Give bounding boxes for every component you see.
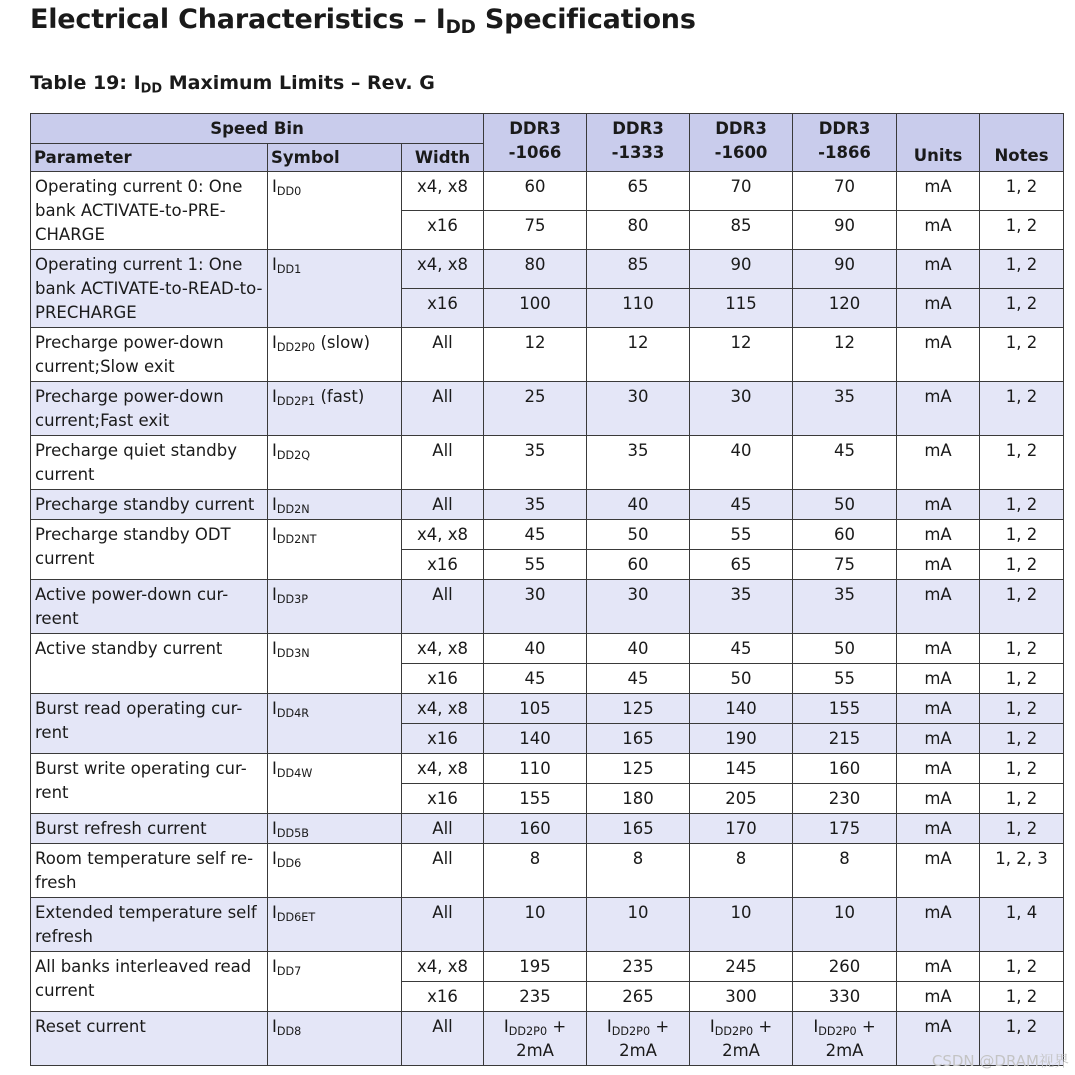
speed-bin-header: Speed Bin	[31, 114, 484, 144]
units-cell: mA	[897, 520, 980, 550]
formula-line-1: $I_{DD2P0}$ +	[606, 1017, 670, 1039]
parameter-cell: Burst write operating cur-rent	[31, 754, 268, 814]
symbol-cell	[268, 436, 402, 490]
value-cell: 90	[793, 250, 897, 289]
symbol-suffix: (slow)	[315, 333, 371, 352]
units-cell: mA	[897, 436, 980, 490]
value-cell: 45	[587, 664, 690, 694]
value-cell: 45	[793, 436, 897, 490]
notes-cell: 1, 2	[980, 664, 1064, 694]
notes-cell: 1, 2	[980, 1012, 1064, 1066]
symbol-subscript: DD4R	[276, 707, 310, 721]
value-cell: 35	[690, 580, 793, 634]
parameter-cell: Reset current	[31, 1012, 268, 1066]
symbol-subscript: DD0	[276, 185, 302, 199]
width-cell: All	[402, 814, 484, 844]
parameter-cell: Precharge standby ODT current	[31, 520, 268, 580]
value-cell: 170	[690, 814, 793, 844]
value-cell: 12	[587, 328, 690, 382]
value-cell: 12	[484, 328, 587, 382]
value-cell: 175	[793, 814, 897, 844]
width-cell: All	[402, 580, 484, 634]
table-row	[31, 952, 1064, 982]
width-cell: All	[402, 328, 484, 382]
notes-cell: 1, 2	[980, 754, 1064, 784]
parameter-header: Parameter	[31, 144, 268, 172]
value-cell: 115	[690, 289, 793, 328]
speed-header-1600: DDR3 -1600	[690, 114, 793, 172]
speed-header-1066: DDR3 -1066	[484, 114, 587, 172]
units-cell: mA	[897, 952, 980, 982]
formula-line-1: $I_{DD2P0}$ +	[709, 1017, 773, 1039]
value-cell: 105	[484, 694, 587, 724]
parameter-cell: Precharge quiet standby current	[31, 436, 268, 490]
value-cell: 65	[587, 172, 690, 211]
value-cell: 165	[587, 724, 690, 754]
units-cell: mA	[897, 844, 980, 898]
value-cell: 60	[587, 550, 690, 580]
value-cell: 85	[690, 211, 793, 250]
page-title: Electrical Characteristics – $I_{DD}$ Specifications	[30, 4, 696, 39]
value-cell: 55	[793, 664, 897, 694]
value-cell: 110	[587, 289, 690, 328]
notes-cell: 1, 2	[980, 490, 1064, 520]
units-cell: mA	[897, 328, 980, 382]
parameter-cell: Precharge standby current	[31, 490, 268, 520]
value-cell: 60	[484, 172, 587, 211]
units-cell: mA	[897, 250, 980, 289]
symbol-letter: I	[272, 387, 277, 406]
value-cell: 12	[690, 328, 793, 382]
symbol-subscript: DD2P1	[276, 395, 316, 409]
table-row	[31, 634, 1064, 664]
units-cell: mA	[897, 724, 980, 754]
units-cell: mA	[897, 634, 980, 664]
value-cell: 35	[587, 436, 690, 490]
symbol-letter: I	[272, 759, 277, 778]
value-cell: 70	[690, 172, 793, 211]
value-cell: 55	[484, 550, 587, 580]
value-cell	[587, 1012, 690, 1066]
symbol-cell	[268, 952, 402, 1012]
table-row	[31, 694, 1064, 724]
width-cell: x16	[402, 211, 484, 250]
formula-line-2: 2mA	[825, 1041, 864, 1060]
notes-cell: 1, 2	[980, 172, 1064, 211]
parameter-cell: Operating current 0: One bank ACTIVATE-to-PRE-CHARGE	[31, 172, 268, 250]
value-cell	[484, 1012, 587, 1066]
parameter-cell: Burst refresh current	[31, 814, 268, 844]
value-cell: 30	[484, 580, 587, 634]
width-cell: All	[402, 436, 484, 490]
parameter-cell: Active power-down cur-reent	[31, 580, 268, 634]
value-cell: 40	[484, 634, 587, 664]
value-cell: 8	[484, 844, 587, 898]
notes-cell: 1, 2	[980, 580, 1064, 634]
table-row	[31, 250, 1064, 289]
symbol-letter: I	[272, 255, 277, 274]
symbol-letter: I	[272, 849, 277, 868]
notes-cell: 1, 2	[980, 328, 1064, 382]
value-cell: 260	[793, 952, 897, 982]
symbol-cell	[268, 814, 402, 844]
notes-cell: 1, 2	[980, 250, 1064, 289]
value-cell: 60	[793, 520, 897, 550]
notes-cell: 1, 2	[980, 382, 1064, 436]
symbol-letter: I	[272, 585, 277, 604]
symbol-letter: I	[272, 495, 277, 514]
symbol-subscript: DD8	[276, 1025, 302, 1039]
value-cell: 30	[587, 580, 690, 634]
units-cell: mA	[897, 898, 980, 952]
table-row	[31, 520, 1064, 550]
symbol-cell	[268, 634, 402, 694]
notes-cell: 1, 2	[980, 436, 1064, 490]
speed-header-1333: DDR3 -1333	[587, 114, 690, 172]
width-cell: x16	[402, 550, 484, 580]
width-cell: x16	[402, 289, 484, 328]
value-cell: 140	[690, 694, 793, 724]
value-cell: 90	[690, 250, 793, 289]
symbol-subscript: DD2NT	[276, 533, 317, 547]
table-header	[31, 114, 1064, 172]
value-cell: 35	[793, 580, 897, 634]
table-row	[31, 898, 1064, 952]
units-cell: mA	[897, 664, 980, 694]
value-cell: 205	[690, 784, 793, 814]
table-caption: Table 19: $I_{DD}$ Maximum Limits – Rev. G	[30, 72, 435, 97]
units-cell: mA	[897, 784, 980, 814]
value-cell: 35	[793, 382, 897, 436]
width-cell: All	[402, 1012, 484, 1066]
symbol-subscript: DD7	[276, 965, 302, 979]
value-cell: 50	[690, 664, 793, 694]
formula-line-2: 2mA	[516, 1041, 554, 1060]
symbol-subscript: DD6	[276, 857, 302, 871]
value-cell: 125	[587, 754, 690, 784]
symbol-letter: I	[272, 957, 277, 976]
symbol-cell	[268, 694, 402, 754]
value-cell: 300	[690, 982, 793, 1012]
value-cell: 65	[690, 550, 793, 580]
width-cell: x16	[402, 982, 484, 1012]
symbol-cell	[268, 754, 402, 814]
notes-cell: 1, 2, 3	[980, 844, 1064, 898]
formula-line-2: 2mA	[722, 1041, 760, 1060]
width-cell: x16	[402, 784, 484, 814]
value-cell: 155	[484, 784, 587, 814]
units-header: Units	[897, 114, 980, 172]
width-header: Width	[402, 144, 484, 172]
value-cell: 140	[484, 724, 587, 754]
value-cell: 80	[484, 250, 587, 289]
value-cell: 215	[793, 724, 897, 754]
notes-header: Notes	[980, 114, 1064, 172]
notes-cell: 1, 2	[980, 982, 1064, 1012]
value-cell: 100	[484, 289, 587, 328]
table-row	[31, 844, 1064, 898]
table-row	[31, 814, 1064, 844]
table-row	[31, 328, 1064, 382]
notes-cell: 1, 4	[980, 898, 1064, 952]
units-cell: mA	[897, 982, 980, 1012]
formula-line-1: $I_{DD2P0}$ +	[503, 1017, 567, 1039]
notes-cell: 1, 2	[980, 694, 1064, 724]
value-cell: 245	[690, 952, 793, 982]
parameter-cell: Precharge power-down current;Fast exit	[31, 382, 268, 436]
value-cell: 125	[587, 694, 690, 724]
notes-cell: 1, 2	[980, 952, 1064, 982]
units-cell: mA	[897, 814, 980, 844]
symbol-letter: I	[272, 819, 277, 838]
symbol-letter: I	[272, 639, 277, 658]
value-cell: 35	[484, 436, 587, 490]
symbol-subscript: DD2N	[276, 503, 310, 517]
notes-cell: 1, 2	[980, 814, 1064, 844]
units-cell: mA	[897, 211, 980, 250]
units-cell: mA	[897, 550, 980, 580]
symbol-letter: I	[272, 441, 277, 460]
parameter-cell: Room temperature self re-fresh	[31, 844, 268, 898]
value-cell: 8	[793, 844, 897, 898]
value-cell: 10	[484, 898, 587, 952]
value-cell: 25	[484, 382, 587, 436]
value-cell: 10	[793, 898, 897, 952]
formula-line-1: $I_{DD2P0}$ +	[813, 1017, 876, 1039]
value-cell: 45	[690, 634, 793, 664]
value-cell: 8	[587, 844, 690, 898]
symbol-letter: I	[272, 1017, 277, 1036]
formula-line-2: 2mA	[619, 1041, 657, 1060]
value-cell: 45	[690, 490, 793, 520]
value-cell: 265	[587, 982, 690, 1012]
units-cell: mA	[897, 172, 980, 211]
table-row	[31, 1012, 1064, 1066]
speed-header-1866: DDR3 -1866	[793, 114, 897, 172]
notes-cell: 1, 2	[980, 520, 1064, 550]
value-cell: 75	[484, 211, 587, 250]
width-cell: x16	[402, 664, 484, 694]
value-cell: 145	[690, 754, 793, 784]
symbol-subscript: DD3N	[276, 647, 310, 661]
value-cell: 75	[793, 550, 897, 580]
symbol-subscript: DD3P	[276, 593, 309, 607]
value-cell: 50	[793, 490, 897, 520]
units-cell: mA	[897, 694, 980, 724]
symbol-cell	[268, 172, 402, 250]
parameter-cell: All banks interleaved read current	[31, 952, 268, 1012]
symbol-letter: I	[272, 903, 277, 922]
symbol-subscript: DD2Q	[276, 449, 311, 463]
symbol-subscript: DD5B	[276, 827, 309, 841]
value-cell: 85	[587, 250, 690, 289]
notes-cell: 1, 2	[980, 784, 1064, 814]
value-cell: 45	[484, 520, 587, 550]
table-row	[31, 490, 1064, 520]
width-cell: All	[402, 382, 484, 436]
notes-cell: 1, 2	[980, 289, 1064, 328]
symbol-letter: I	[272, 333, 277, 352]
value-cell: 45	[484, 664, 587, 694]
value-cell	[690, 1012, 793, 1066]
symbol-cell	[268, 844, 402, 898]
symbol-letter: I	[272, 699, 277, 718]
width-cell: x4, x8	[402, 172, 484, 211]
symbol-subscript: DD6ET	[276, 911, 316, 925]
value-cell: 80	[587, 211, 690, 250]
value-cell: 190	[690, 724, 793, 754]
parameter-cell: Precharge power-down current;Slow exit	[31, 328, 268, 382]
value-cell: 235	[484, 982, 587, 1012]
table-row	[31, 382, 1064, 436]
symbol-cell	[268, 1012, 402, 1066]
value-cell: 70	[793, 172, 897, 211]
table-body	[31, 172, 1064, 1066]
value-cell: 180	[587, 784, 690, 814]
symbol-header: Symbol	[268, 144, 402, 172]
value-cell: 12	[793, 328, 897, 382]
value-cell: 10	[587, 898, 690, 952]
idd-limits-table	[30, 113, 1064, 1066]
value-cell: 160	[793, 754, 897, 784]
width-cell: x16	[402, 724, 484, 754]
width-cell: x4, x8	[402, 754, 484, 784]
notes-cell: 1, 2	[980, 724, 1064, 754]
symbol-letter: I	[272, 525, 277, 544]
notes-cell: 1, 2	[980, 634, 1064, 664]
value-cell: 330	[793, 982, 897, 1012]
symbol-cell	[268, 580, 402, 634]
width-cell: x4, x8	[402, 634, 484, 664]
symbol-suffix: (fast)	[315, 387, 365, 406]
value-cell: 235	[587, 952, 690, 982]
value-cell	[793, 1012, 897, 1066]
parameter-cell: Burst read operating cur-rent	[31, 694, 268, 754]
symbol-subscript: DD1	[276, 263, 302, 277]
value-cell: 30	[690, 382, 793, 436]
width-cell: All	[402, 898, 484, 952]
symbol-cell	[268, 520, 402, 580]
value-cell: 40	[587, 634, 690, 664]
table-row	[31, 580, 1064, 634]
value-cell: 110	[484, 754, 587, 784]
value-cell: 40	[587, 490, 690, 520]
symbol-cell	[268, 490, 402, 520]
notes-cell: 1, 2	[980, 550, 1064, 580]
notes-cell: 1, 2	[980, 211, 1064, 250]
parameter-cell: Operating current 1: One bank ACTIVATE-to-READ-to-PRECHARGE	[31, 250, 268, 328]
value-cell: 40	[690, 436, 793, 490]
width-cell: All	[402, 490, 484, 520]
symbol-cell	[268, 382, 402, 436]
units-cell: mA	[897, 382, 980, 436]
symbol-cell	[268, 898, 402, 952]
width-cell: x4, x8	[402, 694, 484, 724]
value-cell: 50	[587, 520, 690, 550]
watermark: CSDN @DRAM视界	[931, 1052, 1069, 1070]
units-cell: mA	[897, 754, 980, 784]
value-cell: 120	[793, 289, 897, 328]
symbol-cell	[268, 328, 402, 382]
width-cell: x4, x8	[402, 952, 484, 982]
width-cell: x4, x8	[402, 250, 484, 289]
units-cell: mA	[897, 289, 980, 328]
value-cell: 10	[690, 898, 793, 952]
units-cell: mA	[897, 1012, 980, 1066]
table-row	[31, 754, 1064, 784]
value-cell: 90	[793, 211, 897, 250]
value-cell: 55	[690, 520, 793, 550]
units-cell: mA	[897, 490, 980, 520]
value-cell: 155	[793, 694, 897, 724]
parameter-cell: Active standby current	[31, 634, 268, 694]
value-cell: 30	[587, 382, 690, 436]
value-cell: 50	[793, 634, 897, 664]
symbol-cell	[268, 250, 402, 328]
table-row	[31, 172, 1064, 211]
units-cell: mA	[897, 580, 980, 634]
value-cell: 230	[793, 784, 897, 814]
symbol-subscript: DD2P0	[276, 341, 316, 355]
value-cell: 8	[690, 844, 793, 898]
value-cell: 195	[484, 952, 587, 982]
value-cell: 165	[587, 814, 690, 844]
symbol-letter: I	[272, 177, 277, 196]
width-cell: x4, x8	[402, 520, 484, 550]
parameter-cell: Extended temperature self refresh	[31, 898, 268, 952]
symbol-subscript: DD4W	[276, 767, 313, 781]
width-cell: All	[402, 844, 484, 898]
value-cell: 35	[484, 490, 587, 520]
table-row	[31, 436, 1064, 490]
value-cell: 160	[484, 814, 587, 844]
